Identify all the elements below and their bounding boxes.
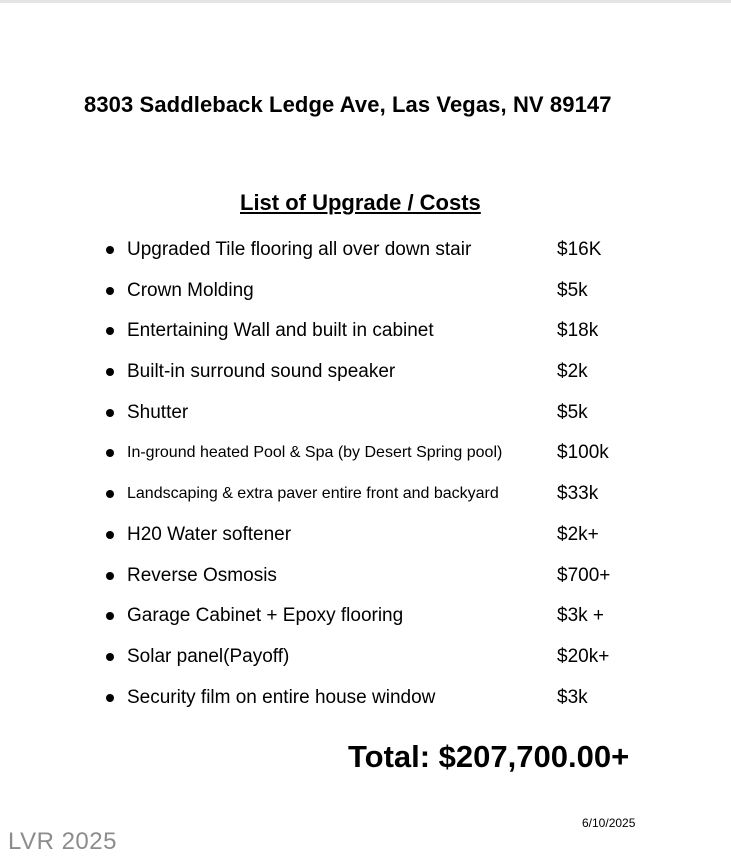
item-description: In-ground heated Pool & Spa (by Desert Spring pool) xyxy=(127,444,503,462)
top-divider xyxy=(0,0,731,3)
property-address: 8303 Saddleback Ledge Ave, Las Vegas, NV 89147 xyxy=(84,92,612,117)
bullet-icon xyxy=(106,449,114,457)
item-cost: $2k+ xyxy=(557,523,599,545)
item-description: Upgraded Tile flooring all over down stair xyxy=(127,239,472,260)
list-item xyxy=(0,312,731,353)
bullet-icon xyxy=(106,612,114,620)
bullet-icon xyxy=(106,368,114,376)
item-cost: $2k xyxy=(557,361,588,383)
item-description: Entertaining Wall and built in cabinet xyxy=(127,320,434,342)
item-cost: $700+ xyxy=(557,564,611,586)
list-item xyxy=(0,394,731,435)
item-cost: $18k xyxy=(557,320,599,342)
item-cost: $5k xyxy=(557,279,588,301)
bullet-icon xyxy=(106,287,114,295)
item-description: Reverse Osmosis xyxy=(127,564,277,586)
list-item xyxy=(0,679,731,720)
list-item xyxy=(0,516,731,557)
list-item xyxy=(0,434,731,475)
watermark: LVR 2025 xyxy=(8,828,117,855)
item-cost: $3k + xyxy=(557,605,605,627)
item-cost: $33k xyxy=(557,483,599,505)
list-item xyxy=(0,272,731,313)
upgrade-list xyxy=(0,231,731,719)
item-description: Garage Cabinet + Epoxy flooring xyxy=(127,605,404,627)
item-cost: $100k xyxy=(557,442,609,464)
bullet-icon xyxy=(106,572,114,580)
bullet-icon xyxy=(106,409,114,417)
item-description: Solar panel(Payoff) xyxy=(127,645,290,667)
item-description: Crown Molding xyxy=(127,279,254,301)
item-description: Security film on entire house window xyxy=(127,686,436,708)
item-description: Landscaping & extra paver entire front and backyard xyxy=(127,485,499,503)
item-cost: $5k xyxy=(557,401,588,423)
item-cost: $20k+ xyxy=(557,645,610,667)
bullet-icon xyxy=(106,531,114,539)
item-description: Shutter xyxy=(127,401,189,423)
item-description: H20 Water softener xyxy=(127,523,292,545)
bullet-icon xyxy=(106,490,114,498)
total-amount: Total: $207,700.00+ xyxy=(348,739,630,774)
list-item xyxy=(0,557,731,598)
list-item xyxy=(0,475,731,516)
list-item xyxy=(0,638,731,679)
item-cost: $16K xyxy=(557,239,602,260)
bullet-icon xyxy=(106,653,114,661)
list-item xyxy=(0,597,731,638)
item-description: Built-in surround sound speaker xyxy=(127,361,396,383)
document-date: 6/10/2025 xyxy=(582,816,636,830)
bullet-icon xyxy=(106,327,114,335)
item-cost: $3k xyxy=(557,686,588,708)
list-item xyxy=(0,353,731,394)
list-title: List of Upgrade / Costs xyxy=(240,190,481,215)
list-item xyxy=(0,231,731,272)
bullet-icon xyxy=(106,246,114,254)
bullet-icon xyxy=(106,694,114,702)
